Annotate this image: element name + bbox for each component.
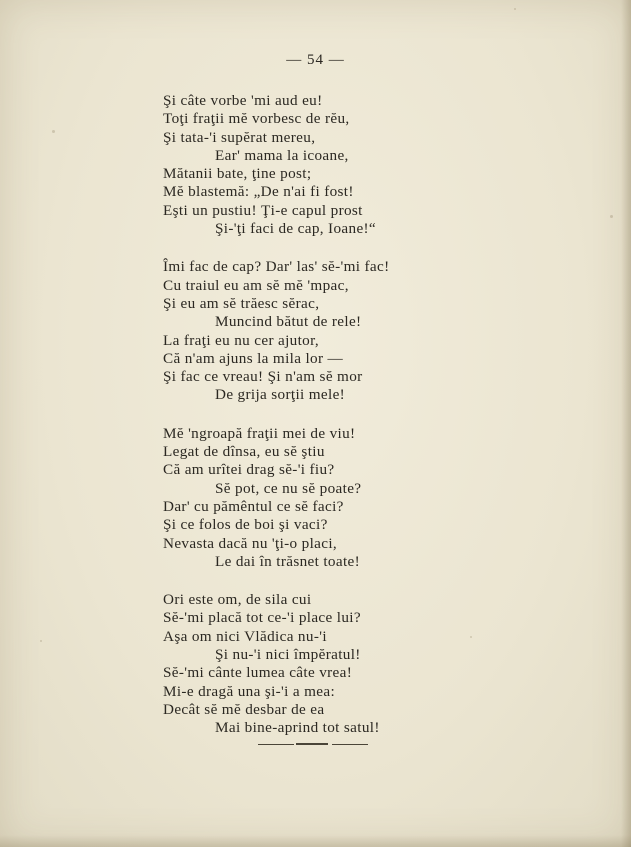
stanza [163,92,583,238]
poem-line: Că n'am ajuns la mila lor — [163,349,344,367]
paper-speck [40,640,42,642]
poem-line: Mi-e dragă una şi-'i a mea: [163,682,336,700]
poem-line: Mĕ 'ngroapă fraţii mei de viu! [163,424,356,442]
poem-line: Nevasta dacă nu 'ţi-o placi, [163,534,338,552]
page-edge-shadow-right [621,0,631,847]
poem-line: Toţi fraţii mĕ vorbesc de rĕu, [163,110,350,128]
poem-line: Şi nu-'i nici împĕratul! [215,646,361,664]
paper-speck [610,215,613,218]
poem-line: Sĕ-'mi placă tot ce-'i place lui? [163,609,361,627]
page-edge-shadow-bottom [0,835,631,847]
paper-speck [514,8,516,10]
stanza [163,258,583,404]
poem-line: Că am urîtei drag sĕ-'i fiu? [163,461,335,479]
poem-line: Aşa om nici Vlădica nu-'i [163,627,327,645]
poem-line: Sĕ-'mi cânte lumea câte vrea! [163,664,353,682]
ornament-rule-right [332,744,368,745]
poem-line: Şi-'ţi faci de cap, Ioane!“ [215,220,377,238]
poem-line: Mătanii bate, ţine post; [163,165,312,183]
poem-line: Sĕ pot, ce nu sĕ poate? [215,479,362,497]
poem-line: Le dai în trăsnet toate! [215,552,361,570]
poem-line: Decât sĕ mĕ desbar de ea [163,700,325,718]
page-number: — 54 — [286,52,345,68]
ornament-rule-left [258,744,294,745]
poem-text [163,92,583,758]
poem-line: Ear' mama la icoane, [215,146,349,164]
poem-line: Legat de dînsa, eu sĕ ştiu [163,443,325,461]
poem-line: Şi tata-'i supĕrat mereu, [163,128,316,146]
poem-line: Muncind bătut de rele! [215,313,362,331]
stanza [163,425,583,571]
poem-line: Şi fac ce vreau! Şi n'am sĕ mor [163,368,363,386]
end-ornament [258,742,368,748]
poem-line: Dar' cu pămêntul ce sĕ faci? [163,497,344,515]
poem-line: Îmi fac de cap? Dar' las' sĕ-'mi fac! [163,258,390,276]
ornament-rule-center [296,743,328,745]
poem-line: Mai bine-aprind tot satul! [215,719,380,737]
poem-line: Şi câte vorbe 'mi aud eu! [163,92,323,109]
poem-line: La fraţi eu nu cer ajutor, [163,331,320,349]
poem-line: De grija sorţii mele! [215,386,346,404]
poem-line: Mĕ blastemă: „De n'ai fi fost! [163,183,354,201]
poem-line: Şi eu am sĕ trăesc sĕrac, [163,294,320,312]
paper-speck [52,130,55,133]
poem-line: Şi ce folos de boi şi vaci? [163,516,328,534]
poem-line: Ori este om, de sila cui [163,591,312,609]
stanza [163,591,583,737]
poem-line: Eşti un pustiu! Ţi-e capul prost [163,201,363,219]
poem-line: Cu traiul eu am sĕ mĕ 'mpac, [163,276,349,294]
